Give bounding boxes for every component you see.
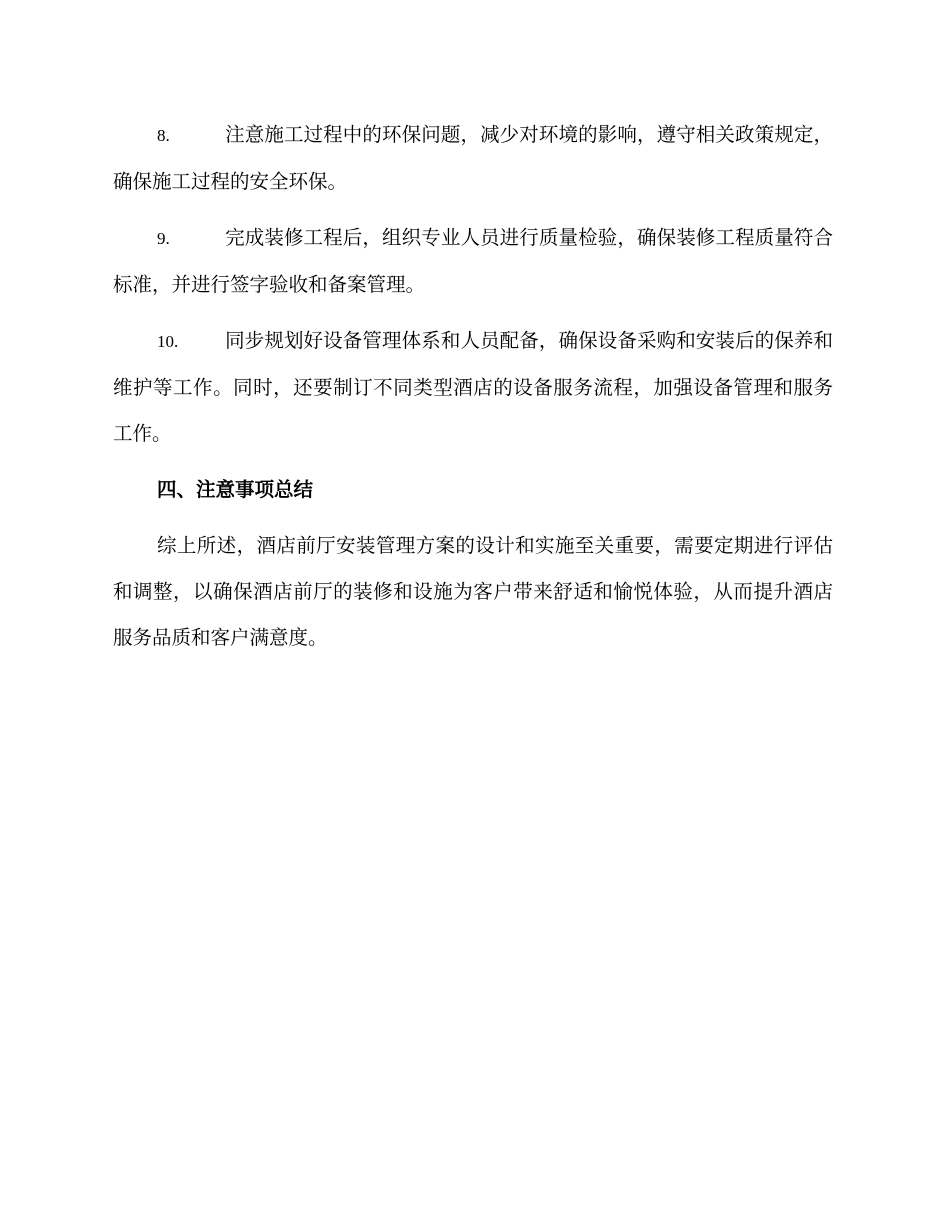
list-item-number: 9.: [157, 229, 170, 248]
document-body: [113, 112, 833, 661]
list-item-text: 注意施工过程中的环保问题，减少对环境的影响，遵守相关政策规定，确保施工过程的安全环保。: [113, 123, 833, 193]
list-item-text: 完成装修工程后，组织专业人员进行质量检验，确保装修工程质量符合标准，并进行签字验收和备案管理。: [113, 226, 833, 296]
list-item: [113, 112, 833, 205]
list-item-number: 8.: [157, 126, 170, 145]
list-item-number: 10.: [157, 332, 179, 351]
summary-paragraph: 综上所述，酒店前厅安装管理方案的设计和实施至关重要，需要定期进行评估和调整，以确保酒店前厅的装修和设施为客户带来舒适和愉悦体验，从而提升酒店服务品质和客户满意度。: [113, 534, 833, 649]
section-heading: 四、注意事项总结: [157, 478, 314, 501]
list-item-text: 同步规划好设备管理体系和人员配备，确保设备采购和安装后的保养和维护等工作。同时，还要制订不同类型酒店的设备服务流程，加强设备管理和服务工作。: [113, 329, 833, 445]
list-item: [113, 215, 833, 308]
list-item: [113, 318, 833, 457]
